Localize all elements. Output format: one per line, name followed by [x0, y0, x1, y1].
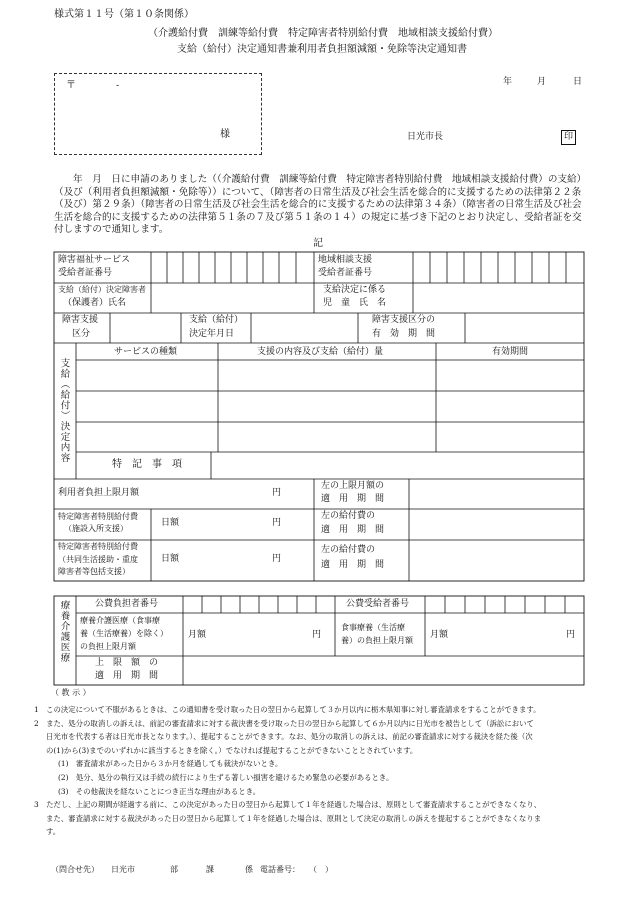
support-class-label-1: 障害支援 [62, 315, 99, 325]
meal-yen: 円 [566, 630, 576, 640]
honorific: 様 [220, 129, 230, 140]
facility-yen: 円 [272, 518, 282, 528]
title-line-1: （介護給付費 訓練等給付費 特定障害者特別給付費 地域相談支援給付費） [148, 28, 498, 39]
medical-limit-label-2: 養（生活療養）を除く） [80, 629, 168, 638]
contact-phone-label: 電話番号： [260, 865, 300, 874]
decision-date-label-1: 支給（給付） [189, 315, 244, 325]
child-label-1: 支給決定に係る [323, 285, 387, 295]
note-3c: す。 [46, 827, 61, 837]
group-period-label-2: 適 用 期 間 [321, 560, 385, 570]
guardian-label-1: 支給（給付）決定障害者 [58, 285, 146, 294]
meal-limit-label-2: 養）の負担上限月額 [341, 636, 413, 645]
issuer-title: 日光市長 [407, 132, 444, 142]
contact-unit: 係 [245, 865, 253, 874]
group-period-label-1: 左の給付費の [321, 545, 376, 555]
note-3b: また、審査請求に対する裁決があった日の翌日から起算して１年を経過した場合は、原則として決定の取消しの訴えを提起することができなくなりま [46, 813, 542, 823]
limit-period-label-1: 上 限 額 の [95, 658, 159, 668]
col-support-content: 支援の内容及び支給（給付）量 [257, 347, 384, 357]
meal-monthly: 月額 [430, 630, 449, 640]
meal-limit-label-1: 食事療養（生活療 [341, 623, 405, 632]
contact-city: 日光市 [111, 865, 135, 874]
medical-yen: 円 [312, 630, 322, 640]
contact-label: （問合せ先） [51, 865, 99, 874]
decision-vertical-label: 支給（給付）決定内容 [58, 358, 70, 463]
date-day: 日 [573, 77, 583, 87]
note-2c: の(1)から(3)までのいずれかに該当するときを除く。）でなければ提起することができないこととされています。 [46, 745, 418, 755]
note-sub-2: (2) 処分、処分の執行又は手続の続行により生ずる著しい損害を避けるため緊急の必要があるとき。 [58, 772, 394, 782]
payer-no-label: 公費負担者番号 [95, 599, 159, 609]
recipient-no-label-2: 受給者証番号 [58, 268, 113, 278]
decision-date-label-2: 決定年月日 [189, 329, 235, 339]
note-sub-3: (3) その他裁決を経ないことにつき正当な理由があるとき。 [58, 786, 261, 796]
medical-limit-label-3: の負担上限月額 [80, 642, 136, 651]
seal-mark: 印 [561, 130, 576, 145]
intro-paragraph: 年 月 日に申請のありました（（介護給付費 訓練等給付費 特定障害者特別給付費 地域相談支援給付費）の支給）（及び（利用者負担額減額・免除等））について、（障害者の日常生活及び社会生活を総合的に支援するための法律第２２条（及び）第２９条）（障害者の日常生活及び社会生活を総合的に支援するための法律第３４条）（障害者の日常生活及び社会生活を総合的に支援するための法律第５１条の７及び第５１条の１４）の規定に基づき下記のとおり決定し、受給者証を交付しますので通知します。 [54, 174, 582, 236]
group-label-2: （共同生活援助・重度 [58, 555, 138, 564]
postal-dash: - [116, 81, 120, 91]
special-notes-label: 特 記 事 項 [112, 459, 182, 470]
note-2b: 日光市を代表する者は日光市長となります。）、提起することができます。なお、処分の取消しの訴えは、前記の審査請求に対する裁決を経た後（次 [46, 732, 533, 742]
col-valid-period: 有効期間 [492, 347, 529, 357]
notes-list [34, 703, 594, 839]
contact-dept: 部 [170, 865, 178, 874]
note-1: 1 この決定について不服があるときは、この通知書を受け取った日の翌日から起算して３か月以内に栃木県知事に対し審査請求をすることができます。 [34, 705, 541, 714]
guardian-label-2: （保護者）氏名 [63, 298, 127, 308]
group-label-1: 特定障害者特別給付費 [58, 542, 138, 551]
medical-monthly: 月額 [188, 630, 207, 640]
ki-heading: 記 [313, 238, 323, 249]
support-period-label-1: 障害支援区分の [372, 315, 436, 325]
note-sub-1: (1) 審査請求があった日から３か月を経過しても裁決がないとき。 [58, 759, 283, 769]
limit-period-label-2: 適 用 期 間 [95, 671, 159, 681]
group-label-3: 障害者等包括支援） [58, 567, 130, 576]
support-period-label-2: 有 効 期 間 [372, 329, 436, 339]
contact-section: 課 [206, 865, 214, 874]
postal-mark: 〒 [66, 80, 76, 91]
note-3a: 3 ただし、上記の期間が経過する前に、この決定があった日の翌日から起算して１年を経過した場合は、原則として審査請求することができなくなり、 [34, 800, 542, 810]
child-label-2: 児 童 氏 名 [323, 298, 387, 308]
recipient-no-label-1: 障害福祉サービス [58, 255, 131, 265]
facility-label-2: （施設入所支援） [64, 524, 128, 533]
consult-no-label-1: 地域相談支援 [318, 255, 373, 265]
page-title: 支給（給付）決定通知書兼利用者負担額減額・免除等決定通知書 [177, 44, 467, 55]
left-limit-label-1: 左の上限月額の [321, 481, 385, 491]
form-number: 様式第１１号（第１０条関係） [54, 9, 194, 20]
facility-label-1: 特定障害者特別給付費 [58, 512, 138, 521]
facility-period-label-1: 左の給付費の [321, 511, 376, 521]
medical-vertical-label: 療養介護医療 [58, 600, 70, 663]
group-yen: 円 [272, 554, 282, 564]
limit-amount-label: 利用者負担上限月額 [58, 488, 140, 498]
limit-yen: 円 [272, 488, 282, 498]
col-service-type: サービスの種類 [114, 347, 178, 357]
support-class-label-2: 区分 [72, 329, 91, 339]
left-limit-label-2: 適 用 期 間 [321, 494, 385, 504]
facility-period-label-2: 適 用 期 間 [321, 525, 385, 535]
medical-limit-label-1: 療養介護医療（食事療 [80, 616, 160, 625]
consult-no-label-2: 受給者証番号 [318, 268, 373, 278]
recipient-no-label: 公費受給者番号 [346, 599, 410, 609]
note-2a: 2 また、処分の取消しの訴えは、前記の審査請求に対する裁決書を受け取った日の翌日から起算して６か月以内に日光市を被告として（訴訟において [34, 718, 534, 728]
date-month: 月 [537, 77, 547, 87]
date-year: 年 [503, 77, 513, 87]
notes-heading: （ 教 示 ） [51, 688, 91, 697]
contact-phone-paren: （ ） [309, 865, 333, 874]
facility-daily: 日額 [161, 518, 180, 528]
group-daily: 日額 [161, 554, 180, 564]
